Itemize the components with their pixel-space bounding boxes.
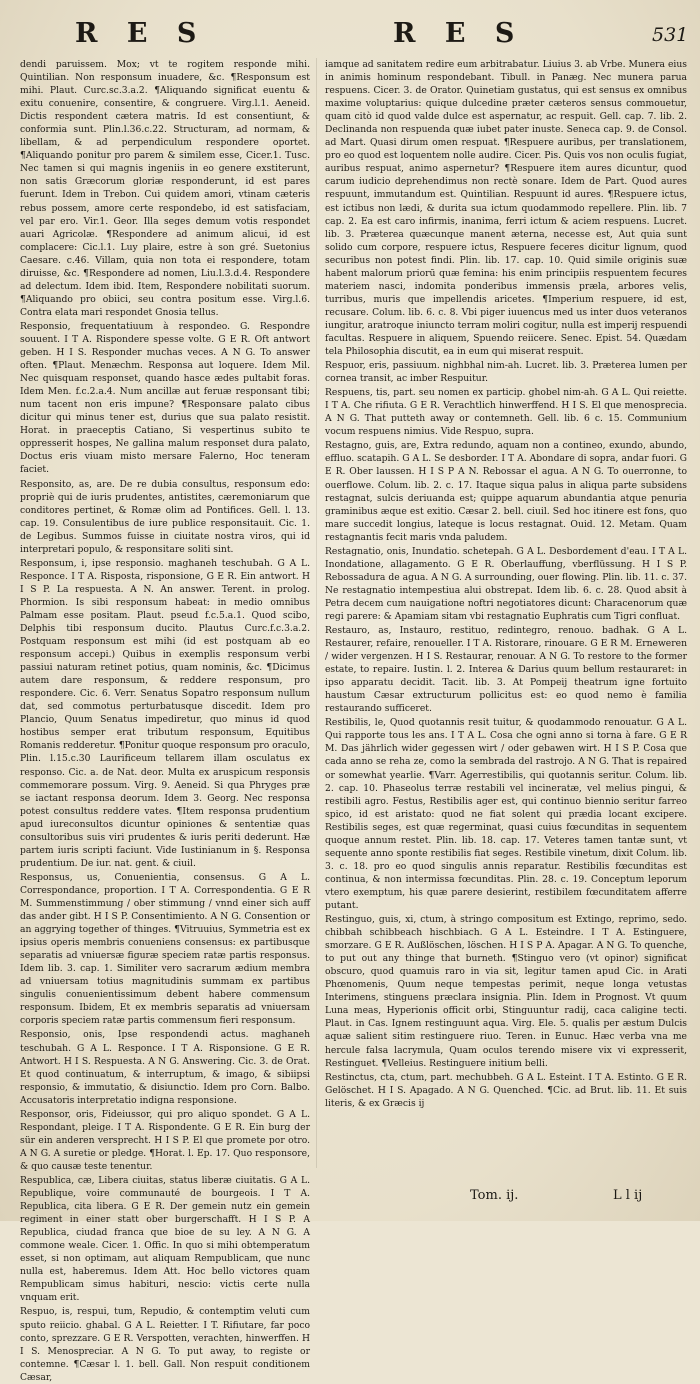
entry-responso: Responsio, frequentatiuum à respondeo. G. Respondre souuent. I T A. Rispondere spesse volte. G E R. Oft antwort geben. H I S. Responder muchas veces. A N G. To answer often. ¶Plaut. Menæchm. Responsa aut loquere. Idem Mil. Nec quisquam responset, quando hasce ædes pultabit foras. Idem Men. f.c.2.a.4. Num ancillæ aut feruæ responsant tibi; num tacent non eris impune? ¶Responsare palato cibus dicitur qui minus tener est, durius que sua palato resistit. Horat. in praeceptis Catiano, Si vespertinus subito te oppresserit hospes, Ne gallina malum responset dura palato, Doctus eris viuam misto mersare Falerno, Hoc teneram faciet.: [20, 320, 310, 476]
entry-restagnatio: Restagnatio, onis, Inundatio. schetepah. G A L. Desbordement d'eau. I T A L. Inondatione, allagamento. G E R. Oberlauffung, vberflüssung. H I S P. Rebossadura de agua. A N G. A surrounding, ouer flowing. Plin. lib. 11. c. 37. Ne restagnatio intempestiua alui obstrepat. Idem lib. 6. c. 28. Quod absit à Petra decem cum nauigatione noftri negotiatores dicunt: Characenorum quæ regi parere: & Apamiam sitam vbi restagnatio Euphratis cum Tigri confluat.: [325, 545, 687, 622]
page-header: [0, 10, 700, 50]
column-gutter: [316, 58, 317, 1168]
right-column: [325, 58, 687, 1168]
entry-responsito: Responsito, as, are. De re dubia consultus, responsum edo: propriè qui de iuris prudentes, antistites, cæremoniarum que conditores pertinet, & Romæ olim ad Pontifices. Gell. l. 13. cap. 19. Consulentibus de iure publice responsitauit. Cic. 1. de Legibus. Summos fuisse in ciuitate nostra viros, qui id interpretari populo, & responsitare soliti sint.: [20, 478, 310, 555]
entry-respuens: Respuens, tis, part. seu nomen ex particip. ghobel nim-ah. G A L. Qui reiette. I T A. Che rifiuta. G E R. Verachtlich hinwerffend. H I S. El que menosprecia. A N G. That putteth away or contemneth. Gell. lib. 6 c. 15. Communium vocum respuens nimius. Vide Respuo, supra.: [325, 387, 687, 438]
page-footer: [0, 1188, 700, 1212]
entry-responsor: Responsor, oris, Fideiussor, qui pro aliquo spondet. G A L. Respondant, pleige. I T A. Rispondente. G E R. Ein burg der sür ein anderen versprecht. H I S P. El que promete por otro. A N G. A suretie or pledge. ¶Horat. l. Ep. 17. Quo responsore, & quo causæ teste tenentur.: [20, 1108, 310, 1172]
entry-restauro: Restauro, as, Instauro, restituo, redintegro, renouo. badhak. G A L. Restaurer, refaire, renoueller. I T A. Ristorare, rinouare. G E R M. Erneweren / wider vergenzen. H I S. Restaurar, renouar. A N G. To restore to the former estate, to repaire. Iustin. l. 2. Interea & Darius quum bellum restauraret: in ipso apparatu decidit. Tacit. lib. 3. At Pompeij theatrum igne fortuito haustum Cæsar extructurum pollicitus est: eo quod nemo è familia restaurando sufficeret.: [325, 625, 687, 715]
entry-responsum: Responsum, i, ipse responsio. maghaneh teschubah. G A L. Responce. I T A. Risposta, risponsione, G E R. Ein antwort. H I S P. La respuesta. A N. An answer. Terent. in prolog. Phormion. Is sibi responsum habeat: in medio omnibus Palmam esse positam. Plaut. pseud f.c.5.a.1. Quod scibo, Delphis tibi responsum ducito. Plautus Curc.f.c.3.a.2. Postquam responsum est mihi (id est postquam ab eo responsum accepi.) Quibus in exemplis responsum verbi passiui naturam retinet potius, quam nominis, &c. ¶Dicimus autem dare responsum, & reddere responsum, pro respondere. Cic. 6. Verr. Senatus Sopatro responsum nullum dat, sed commotus perturbatusque discedit. Idem pro Plancio, Quum Senatus impediretur, quo minus id quod hostibus semper erat tributum responsum, Equitibus Romanis redderetur. ¶Ponitur quoque responsum pro oraculo, Plin. l.15.c.30 Laurificeum tellarem illam osculatus ex responso. Cic. a. de Nat. deor. Multa ex aruspicum responsis commemorare possum. Virg. 9. Aeneid. Si qua Phryges præ se iactant responsa deorum. Idem 3. Georg. Nec responsa potest consultus reddere vates. ¶Item responsa prudentium apud iureconsultos dicuntur opiniones & sententiæ quas consultoribus suis viri prudentes & iuris periti dederunt. Hæ partem iuris scripti faciunt. Vide Iustinianum in §. Responsa prudentium. De iur. nat. gent. & ciuil.: [20, 557, 310, 869]
running-head-right: R E S: [393, 18, 525, 49]
entry-responsus: Responsus, us, Conuenientia, consensus. G A L. Correspondance, proportion. I T A. Correspondentia. G E R M. Summenstimmung / ober stimmung / vnnd einer sich auff das ander gibt. H I S P. Consentimiento. A N G. Consention or an aggrying together of thinges. ¶Vitruuius, Symmetria est ex ipsius operis membris conueniens consensus: ex partibusque separatis ad vniuersæ figuræ speciem ratæ partis responsus. Idem lib. 3. cap. 1. Similiter vero sacrarum ædium membra ad vniuersam totius magnitudinis summam ex partibus singulis conuenientissimum debent habere commensum responsum. Ibidem, Et ex membris separatis ad vniuersam corporis speciem ratæ partis commensum fieri responsum.: [20, 871, 310, 1027]
entry-restinctus: Restinctus, cta, ctum, part. mechubbeh. G A L. Esteint. I T A. Estinto. G E R. Gelöschet. H I S. Apagado. A N G. Quenched. ¶Cic. ad Brut. lib. 11. Et suis literis, & ex Græcis ij: [325, 1071, 687, 1109]
entry-restinguo: Restinguo, guis, xi, ctum, à stringo compositum est Extingo, reprimo, sedo. chibbah schibbeach hischbiach. G A L. Esteindre. I T A. Estinguere, smorzare. G E R. Außlöschen, löschen. H I S P A. Apagar. A N G. To quenche, to put out any thinge that burneth. ¶Stinguo vero (vt opinor) significat obscuro, quod quamuis raro in via sit, legitur tamen apud Cic. in Arati Phœnomenis, Quum neque tempestas perimit, neque longa vetustas Interimens, stinguens præclara insignia. Plin. Idem in Prognost. Vt quum Luna meas, Hyperionis officit orbi, Stinguuntur radij, caca caligine tecti. Plaut. in Cas. Ignem restinguunt aqua. Virg. Ele. 5. qualis per æstum Dulcis aquæ salient sitim restinguere riuo. Teren. in Eunuc. Hæc verba vna me hercule falsa lacrymula, Quam oculos terendo misere vix vi expresserit, Restinguet. ¶Velleius. Restinguere initium belli.: [325, 914, 687, 1069]
volume-signature: Tom. ij.: [470, 1188, 519, 1203]
gathering-signature: L l ij: [613, 1188, 643, 1203]
entry-respublica: Respublica, cæ, Libera ciuitas, status liberæ ciuitatis. G A L. Republique, voire communauté de bourgeois. I T A. Republica, cita libera. G E R. Der gemein nutz ein gemein regiment in einer statt ober burgerschafft. H I S P. A Republica, ciudad franca que bioe de su ley. A N G. A commone weale. Cicer. 1. Offic. In quo si mihi obtemperatum esset, si non optimam, aut aliquam Rempublicam, que nunc nulla est, haberemus. Idem Att. Hoc bello victores quam Rempublicam simus habituri, nescio: victis certe nulla vnquam erit.: [20, 1174, 310, 1304]
running-head-left: R E S: [75, 18, 207, 49]
left-column: [20, 58, 310, 1383]
entry-restibilis: Restibilis, le, Quod quotannis resit tuitur, & quodammodo renouatur. G A L. Qui rapporte tous les ans. I T A L. Cosa che ogni anno si torna à fare. G E R M. Das jährlich wider gegessen wirt / oder gebawen wirt. H I S P. Cosa que cada anno se reha ze, como la sembrada del rastrojo. A N G. That is repaired or somewhat yearlie. ¶Varr. Agerrestibilis, qui quotannis seritur. Colum. lib. 2. cap. 10. Phaseolus terræ restabili vel incineratæ, vel melius pingui, & restibili agro. Festus, Restibilis ager est, qui continuo biennio seritur farreo spico, id est aristato: quod ne fiat solent qui prædia locant excipere. Restibilis seges, est quæ regerminat, quasi cuius fœcunditas in sequentem quoque annum restet. Plin. lib. 18. cap. 17. Veteres tamen tantæ sunt, vt sequente anno sponte restibilis fiat seges. Restibile vinetum, dixit Colum. lib. 3. c. 18. pro eo quod singulis annis reparatur. Restibilis fœcunditas est continua, & non intermissa fœcunditas. Plin. 28. c. 19. Conceptum leporum vtero exemptum, his quæ parere desierint, restibilem fœcunditatem afferre putant.: [325, 717, 687, 911]
entry-responsio: Responsio, onis, Ipse respondendi actus. maghaneh teschubah. G A L. Responce. I T A. Risponsione. G E R. Antwort. H I S. Respuesta. A N G. Answering. Cic. 3. de Orat. Et quod continuatum, & interruptum, & imago, & sibiipsi responsio, & immutatio, & disiunctio. Idem pro Corn. Balbo. Accusatoris interpretatio indigna responsione.: [20, 1029, 310, 1106]
entry-respondeo: dendi paruissem. Mox; vt te rogitem responde mihi. Quintilian. Non responsum inuadere, &c. ¶Responsum est mihi. Plaut. Curc.sc.3.a.2. ¶Aliquando significat euentu & exitu conuenire, consentire, & congruere. Virg.l.1. Aeneid. Dictis respondent cætera matris. Id est consentiunt, & conformia sunt. Plin.l.36.c.22. Structuram, ad normam, & libellam, & ad perpendiculum respondere oportet. ¶Aliquando ponitur pro parem & similem esse, Cicer.1. Tusc. Nec tamen si qui magnis ingeniis in eo genere exstiterunt, non satis Græcorum gloriæ responderunt, id est pares fuerunt. Idem in Trebon. Cui quidem amori, vtinam cæteris rebus possem, amore certe respondebo, id est satisfaciam, vel par ero. Vir.1. Geor. Illa seges demum votis respondet auari Agricolæ. ¶Respondere ad animum alicui, id est complacere: Cic.l.1. Luy plaire, estre à son gré. Suetonius Caesare. c.46. Villam, quia non tota ei respondere, totam diruisse, &c. ¶Respondere ad nomen, Liu.l.3.d.4. Respondere ad delectum. Idem ibid. Item, Respondere nobilitati suorum. ¶Aliquando pro obiici, seu contra positum esse. Virg.l.6. Contra elata mari respondet Gnosia tellus.: [20, 59, 310, 318]
entry-respuo-continued: iamque ad sanitatem redire eum arbitrabatur. Liuius 3. ab Vrbe. Munera eius in animis hominum respondebant. Tibull. in Panæg. Nec munera parua respuens. Cicer. 3. de Orator. Quinetiam gustatus, qui est sensus ex omnibus maxime voluptarius: quique dulcedine præter cæteros sensus commouetur, quam citò id quod valde dulce est aspernatur, ac respuit. Gell. cap. 7. lib. 2. Declinanda non respuenda quæ iubet pater inuste. Seneca cap. 9. de Consol. ad Mart. Quasi dirum omen respuat. ¶Respuere auribus, per translationem, pro eo quod est loquentem nolle audire. Cicer. Pis. Quis vos non oculis fugiat, auribus respuat, animo aspernetur? ¶Respuere item aures dicuntur, quod carum iudicio deprehendimus non rectè sonare. Idem de Part. Quod aures respuunt, immutandum est. Quintilian. Respuunt id aures. ¶Respuere ictus, est ictibus non lædi, & durita sua ictum quodammodo repellere. Plin. lib. 7 cap. 2. Ea est caro infirmis, inanima, ferri ictum & aciem respuens. Lucret. lib. 3. Præterea quæcunque manent æterna, necesse est, Aut quia sunt solido cum corpore, respuere ictus, Respuere feceres dicitur lignum, quod securibus non potest findi. Plin. lib. 17. cap. 10. Quid simile originis suæ habent malorum priorū quæ femina: his enim principiis respuentem fecures materiem nasci, indomita ponderibus immensis præla, arbores velis, turribus, muris que impellendis aricetes. ¶Imperium respuere, id est, recusare. Colum. lib. 6. c. 8. Vbi piger iuuencus med us inter duos veteranos iungitur, aratroque iniuncto terram moliri cogitur, nulla est imperij respuendi facultas. Respuere in aliquem, Spuendo reiicere. Senec. Epist. 54. Quædam tela Philosophia discutit, ea in eum qui miserat respuit.: [325, 59, 687, 358]
page-number: 531: [652, 24, 689, 46]
entry-respuor: Respuor, eris, passiuum. nighbhal nim-ah. Lucret. lib. 3. Præterea lumen per cornea transit, ac imber Respuitur.: [325, 360, 687, 385]
entry-respuo: Respuo, is, respui, tum, Repudio, & contemptim veluti cum sputo reiicio. ghabal. G A L. Reietter. I T. Rifiutare, far poco conto, sprezzare. G E R. Verspotten, verachten, hinwerffen. H I S. Menospreciar. A N G. To put away, to registe or contemne. ¶Cæsar l. 1. bell. Gall. Non respuit conditionem Cæsar,: [20, 1306, 310, 1383]
entry-restagno: Restagno, guis, are, Extra redundo, aquam non a contineo, exundo, abundo, effluo. scatapih. G A L. Se desborder. I T A. Abondare di sopra, andar fuori. G E R. Ober laussen. H I S P A N. Rebossar el agua. A N G. To ouerronne, to ouerflowe. Colum. lib. 2. c. 17. Itaque siqua palus in aliqua parte subsidens restagnat, sulcis deriuanda est; quippe aquarum abundantia atque penuria graminibus æque est exitio. Cæsar 2. bell. ciuil. Sed hoc itinere est fons, quo mare succedit longius, lateque is locus restagnat. Ouid. 12. Metam. Quam restagnantis fecit maris vnda paludem.: [325, 440, 687, 543]
